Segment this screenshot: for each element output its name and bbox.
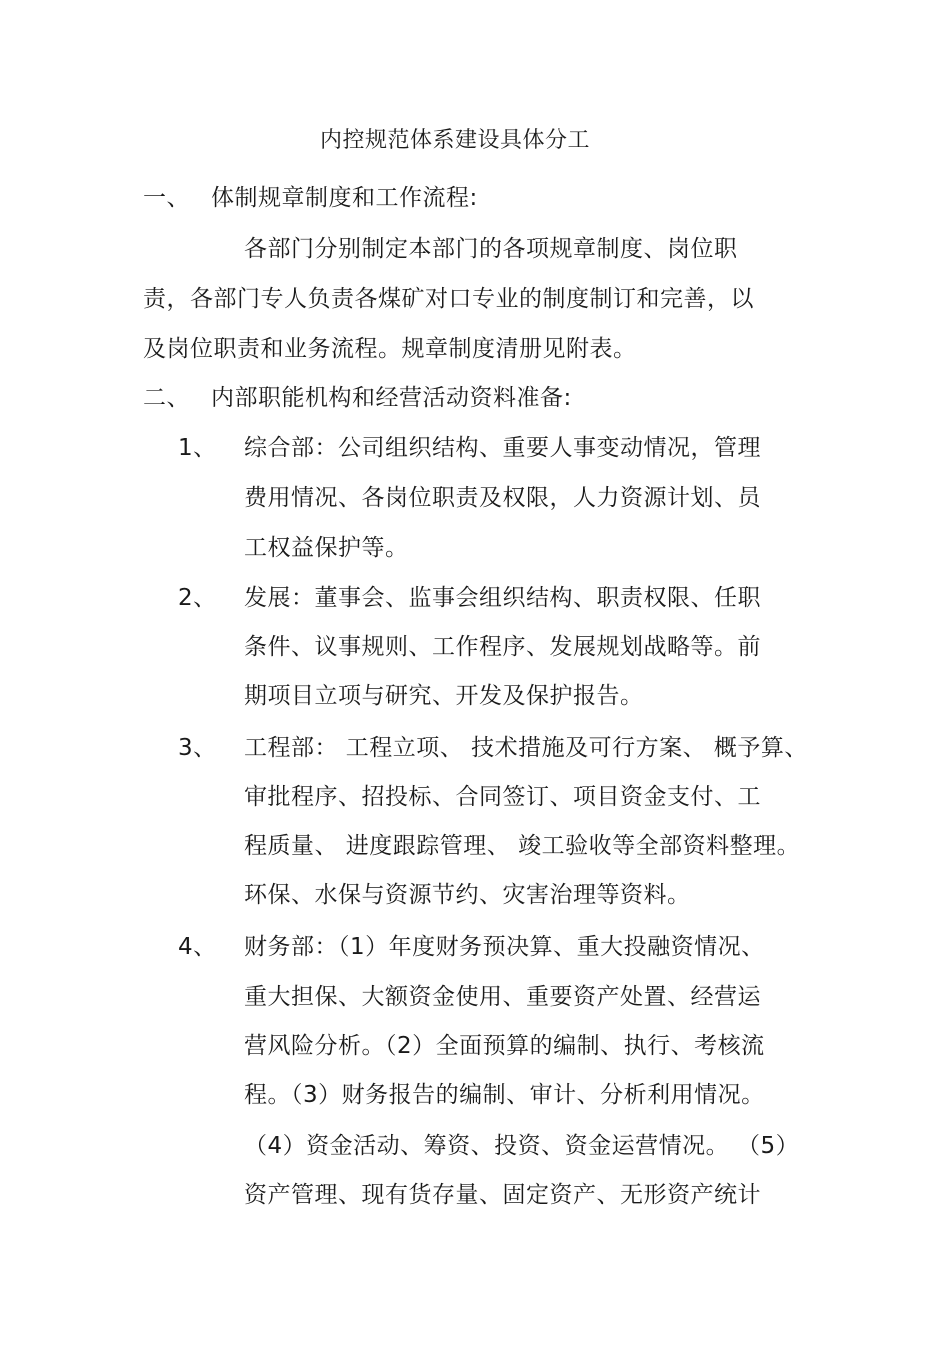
list-item-line: 审批程序、招投标、合同签订、项目资金支付、工 (244, 784, 761, 810)
list-item-line: 环保、水保与资源节约、灾害治理等资料。 (244, 882, 691, 908)
list-item-line: 期项目立项与研究、开发及保护报告。 (244, 683, 644, 709)
paragraph-line: 责，各部门专人负责各煤矿对口专业的制度制订和完善，以 (143, 286, 754, 312)
page-title: 内控规范体系建设具体分工 (320, 128, 591, 153)
section-1-heading: 体制规章制度和工作流程: (211, 185, 478, 211)
list-item-line: 工权益保护等。 (244, 535, 409, 561)
list-item-number: 4、 (178, 934, 217, 960)
list-item-line: 条件、议事规则、工作程序、发展规划战略等。前 (244, 634, 761, 660)
list-item-line: （4）资金活动、筹资、投资、资金运营情况。 （5） (244, 1133, 800, 1159)
list-item-line: 发展：董事会、监事会组织结构、职责权限、任职 (244, 585, 761, 611)
section-2-heading: 内部职能机构和经营活动资料准备: (211, 385, 572, 411)
list-item-line: 程质量、 进度跟踪管理、 竣工验收等全部资料整理。 (244, 833, 801, 859)
paragraph-line: 及岗位职责和业务流程。规章制度清册见附表。 (143, 336, 637, 362)
list-item-number: 1、 (178, 435, 217, 461)
list-item-number: 3、 (178, 735, 217, 761)
list-item-line: 工程部： 工程立项、 技术措施及可行方案、 概予算、 (244, 735, 808, 761)
list-item-line: 重大担保、大额资金使用、重要资产处置、经营运 (244, 984, 761, 1010)
list-item-line: 资产管理、现有货存量、固定资产、无形资产统计 (244, 1182, 761, 1208)
section-2-marker: 二、 (143, 385, 190, 411)
list-item-line: 财务部：（1）年度财务预决算、重大投融资情况、 (244, 934, 765, 960)
list-item-line: 费用情况、各岗位职责及权限，人力资源计划、员 (244, 485, 761, 511)
list-item-line: 营风险分析。（2）全面预算的编制、执行、考核流 (244, 1033, 765, 1059)
list-item-line: 程。（3）财务报告的编制、审计、分析利用情况。 (244, 1082, 765, 1108)
list-item-line: 综合部：公司组织结构、重要人事变动情况，管理 (244, 435, 761, 461)
list-item-number: 2、 (178, 585, 217, 611)
paragraph-line: 各部门分别制定本部门的各项规章制度、岗位职 (244, 236, 738, 262)
section-1-marker: 一、 (143, 185, 190, 211)
